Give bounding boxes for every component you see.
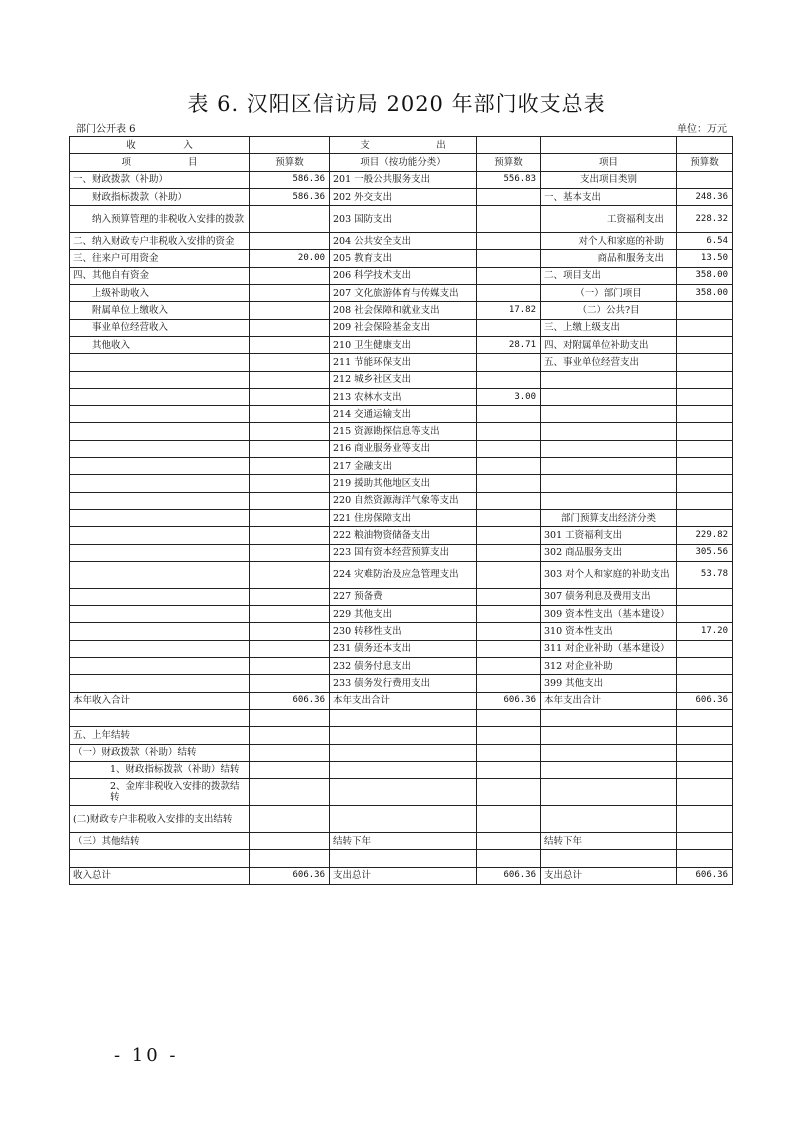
table-cell xyxy=(70,527,250,544)
table-cell xyxy=(250,302,330,319)
table-cell xyxy=(677,833,733,850)
table-cell xyxy=(677,744,733,761)
table-cell: （二）公共?目 xyxy=(541,302,677,319)
table-cell: 586.36 xyxy=(250,171,330,188)
table-cell: 本年收入合计 xyxy=(70,692,250,709)
table-cell xyxy=(477,250,541,267)
table-cell: 223 国有资本经营预算支出 xyxy=(330,544,477,561)
table-cell xyxy=(477,606,541,623)
table-cell xyxy=(677,658,733,675)
table-cell: 17.82 xyxy=(477,302,541,319)
table-cell xyxy=(477,509,541,526)
table-cell: 311 对企业补助（基本建设） xyxy=(541,640,677,657)
table-row xyxy=(70,527,733,544)
table-row xyxy=(70,302,733,319)
table-cell xyxy=(477,833,541,850)
table-cell xyxy=(477,371,541,388)
table-cell xyxy=(70,475,250,492)
table-cell xyxy=(541,371,677,388)
table-row xyxy=(70,850,733,867)
table-cell xyxy=(541,406,677,423)
table-cell xyxy=(677,423,733,440)
table-cell xyxy=(477,675,541,692)
table-row xyxy=(70,233,733,250)
table-cell xyxy=(250,527,330,544)
table-row xyxy=(70,188,733,205)
table-row xyxy=(70,675,733,692)
table-cell xyxy=(541,761,677,778)
table-cell: 222 粮油物资储备支出 xyxy=(330,527,477,544)
table-cell xyxy=(477,761,541,778)
table-row xyxy=(70,761,733,778)
table-cell: 2、金库非税收入安排的拨款结转 xyxy=(70,779,250,806)
table-cell: 305.56 xyxy=(677,544,733,561)
table-cell xyxy=(477,658,541,675)
table-cell: 四、对附属单位补助支出 xyxy=(541,336,677,353)
table-cell xyxy=(70,606,250,623)
page-number: - 10 - xyxy=(114,1045,179,1066)
table-cell: 216 商业服务业等支出 xyxy=(330,440,477,457)
table-cell: 其他收入 xyxy=(70,336,250,353)
table-row xyxy=(70,588,733,605)
table-cell: 231 债务还本支出 xyxy=(330,640,477,657)
table-row xyxy=(70,658,733,675)
table-cell: 606.36 xyxy=(250,867,330,884)
table-cell xyxy=(70,658,250,675)
table-cell xyxy=(330,779,477,806)
table-cell: 214 交通运输支出 xyxy=(330,406,477,423)
table-cell xyxy=(250,623,330,640)
table-cell: 五、上年结转 xyxy=(70,727,250,744)
table-row xyxy=(70,692,733,709)
table-cell xyxy=(330,806,477,833)
table-cell: 220 自然资源海洋气象等支出 xyxy=(330,492,477,509)
table-cell xyxy=(330,744,477,761)
table-cell xyxy=(250,588,330,605)
page-title: 表 6. 汉阳区信访局 2020 年部门收支总表 xyxy=(187,92,606,116)
table-cell xyxy=(250,206,330,233)
table-cell: 三、上缴上级支出 xyxy=(541,319,677,336)
table-cell: 312 对企业补助 xyxy=(541,658,677,675)
table-cell: 210 卫生健康支出 xyxy=(330,336,477,353)
table-cell: 310 资本性支出 xyxy=(541,623,677,640)
table-cell xyxy=(477,806,541,833)
table-cell xyxy=(70,588,250,605)
table-cell xyxy=(677,640,733,657)
table-cell: 229.82 xyxy=(677,527,733,544)
table-cell xyxy=(70,544,250,561)
table-row xyxy=(70,171,733,188)
table-row xyxy=(70,779,733,806)
table-row xyxy=(70,867,733,884)
table-cell xyxy=(250,640,330,657)
table-cell: 232 债务付息支出 xyxy=(330,658,477,675)
table-cell xyxy=(677,675,733,692)
table-row xyxy=(70,285,733,302)
table-cell: 556.83 xyxy=(477,171,541,188)
table-cell: 224 灾难防治及应急管理支出 xyxy=(330,561,477,588)
table-cell xyxy=(250,561,330,588)
table-cell xyxy=(70,406,250,423)
table-cell xyxy=(70,423,250,440)
table-cell: 209 社会保险基金支出 xyxy=(330,319,477,336)
table-row xyxy=(70,423,733,440)
table-cell xyxy=(477,623,541,640)
table-row xyxy=(70,544,733,561)
budget-header: 预算数 xyxy=(477,154,541,171)
table-cell xyxy=(250,509,330,526)
table-cell: 收入总计 xyxy=(70,867,250,884)
table-cell xyxy=(541,806,677,833)
table-cell xyxy=(70,440,250,457)
table-cell: 215 资源勘探信息等支出 xyxy=(330,423,477,440)
table-cell xyxy=(477,588,541,605)
table-cell xyxy=(70,509,250,526)
table-cell xyxy=(677,354,733,371)
table-cell xyxy=(677,319,733,336)
table-cell xyxy=(250,475,330,492)
table-cell xyxy=(477,492,541,509)
table-cell xyxy=(250,354,330,371)
table-cell xyxy=(250,319,330,336)
table-cell: 201 一般公共服务支出 xyxy=(330,171,477,188)
table-cell xyxy=(677,458,733,475)
table-cell: 202 外交支出 xyxy=(330,188,477,205)
table-cell: 结转下年 xyxy=(541,833,677,850)
table-cell xyxy=(677,171,733,188)
table-cell xyxy=(70,354,250,371)
table-row xyxy=(70,206,733,233)
table-cell: 207 文化旅游体育与传媒支出 xyxy=(330,285,477,302)
table-cell xyxy=(477,423,541,440)
table-cell xyxy=(250,806,330,833)
table-cell xyxy=(541,492,677,509)
table-cell: 203 国防支出 xyxy=(330,206,477,233)
table-cell xyxy=(677,336,733,353)
table-cell: 20.00 xyxy=(250,250,330,267)
table-cell: 6.54 xyxy=(677,233,733,250)
table-cell xyxy=(677,806,733,833)
table-cell: 纳入预算管理的非税收入安排的拨款 xyxy=(70,206,250,233)
table-cell xyxy=(541,458,677,475)
table-row xyxy=(70,440,733,457)
table-cell xyxy=(541,388,677,405)
item-header: 项 目 xyxy=(70,154,250,171)
budget-summary-table xyxy=(69,136,733,885)
table-cell: 财政指标拨款（补助） xyxy=(70,188,250,205)
table-cell: 1、财政指标拨款（补助）结转 xyxy=(70,761,250,778)
table-cell xyxy=(477,850,541,867)
table-cell xyxy=(541,744,677,761)
table-cell: 3.00 xyxy=(477,388,541,405)
table-cell xyxy=(677,509,733,526)
table-cell xyxy=(477,440,541,457)
table-row xyxy=(70,640,733,657)
table-cell xyxy=(70,458,250,475)
table-cell xyxy=(477,527,541,544)
table-cell xyxy=(250,658,330,675)
table-cell xyxy=(250,709,330,726)
table-cell xyxy=(250,336,330,353)
table-cell: 233 债务发行费用支出 xyxy=(330,675,477,692)
table-cell xyxy=(477,188,541,205)
table-cell xyxy=(70,561,250,588)
table-cell xyxy=(541,779,677,806)
table-cell: 229 其他支出 xyxy=(330,606,477,623)
table-row xyxy=(70,267,733,284)
table-cell xyxy=(250,606,330,623)
table-cell xyxy=(250,423,330,440)
table-cell xyxy=(250,458,330,475)
table-row xyxy=(70,623,733,640)
table-cell: 上级补助收入 xyxy=(70,285,250,302)
table-cell: （一）财政拨款（补助）结转 xyxy=(70,744,250,761)
table-cell: 230 转移性支出 xyxy=(330,623,477,640)
table-row xyxy=(70,806,733,833)
table-cell: （一）部门项目 xyxy=(541,285,677,302)
table-cell xyxy=(250,761,330,778)
table-cell xyxy=(677,406,733,423)
table-cell xyxy=(250,744,330,761)
table-cell: 一、财政拨款（补助） xyxy=(70,171,250,188)
table-cell xyxy=(330,709,477,726)
table-cell xyxy=(70,371,250,388)
table-cell: 二、项目支出 xyxy=(541,267,677,284)
table-cell xyxy=(677,727,733,744)
table-row xyxy=(70,250,733,267)
table-row xyxy=(70,336,733,353)
table-cell: 358.00 xyxy=(677,285,733,302)
func-item-header: 项目（按功能分类） xyxy=(330,154,477,171)
table-cell xyxy=(477,354,541,371)
table-cell: 307 债务利息及费用支出 xyxy=(541,588,677,605)
table-cell: 附属单位上缴收入 xyxy=(70,302,250,319)
table-cell xyxy=(477,406,541,423)
table-cell xyxy=(677,850,733,867)
table-row xyxy=(70,388,733,405)
table-row xyxy=(70,319,733,336)
table-cell: 部门预算支出经济分类 xyxy=(541,509,677,526)
table-row xyxy=(70,406,733,423)
table-cell xyxy=(677,761,733,778)
table-cell xyxy=(541,475,677,492)
table-cell: 208 社会保障和就业支出 xyxy=(330,302,477,319)
income-header: 收 入 xyxy=(70,137,250,154)
table-cell xyxy=(541,423,677,440)
table-cell xyxy=(677,302,733,319)
table-row xyxy=(70,561,733,588)
table-cell xyxy=(70,623,250,640)
table-row xyxy=(70,606,733,623)
table-cell xyxy=(250,727,330,744)
table-cell xyxy=(250,285,330,302)
table-cell: 商品和服务支出 xyxy=(541,250,677,267)
table-cell: 二、纳入财政专户非税收入安排的资金 xyxy=(70,233,250,250)
table-cell xyxy=(477,267,541,284)
table-cell xyxy=(477,475,541,492)
table-cell: (二)财政专户非税收入安排的支出结转 xyxy=(70,806,250,833)
table-cell xyxy=(677,588,733,605)
table-cell xyxy=(330,850,477,867)
table-cell xyxy=(477,561,541,588)
table-row xyxy=(70,727,733,744)
header-row-1 xyxy=(70,137,733,154)
table-row xyxy=(70,354,733,371)
table-row xyxy=(70,492,733,509)
table-cell: 586.36 xyxy=(250,188,330,205)
table-row xyxy=(70,509,733,526)
table-cell xyxy=(477,779,541,806)
table-cell xyxy=(70,850,250,867)
table-cell: 248.36 xyxy=(677,188,733,205)
table-cell: 本年支出合计 xyxy=(541,692,677,709)
table-cell xyxy=(677,709,733,726)
table-cell xyxy=(250,388,330,405)
table-cell: 227 预备费 xyxy=(330,588,477,605)
table-cell: 301 工资福利支出 xyxy=(541,527,677,544)
table-cell xyxy=(677,475,733,492)
table-cell xyxy=(330,727,477,744)
form-number: 部门公开表 6 xyxy=(76,124,136,135)
table-cell xyxy=(330,761,477,778)
expense-header: 支 出 xyxy=(330,137,477,154)
table-cell xyxy=(541,440,677,457)
table-cell xyxy=(477,319,541,336)
table-cell: 303 对个人和家庭的补助支出 xyxy=(541,561,677,588)
table-cell xyxy=(250,406,330,423)
table-cell: 204 公共安全支出 xyxy=(330,233,477,250)
table-cell xyxy=(477,206,541,233)
table-cell: 302 商品服务支出 xyxy=(541,544,677,561)
table-cell xyxy=(250,833,330,850)
table-cell: 606.36 xyxy=(250,692,330,709)
table-cell xyxy=(70,492,250,509)
table-cell: 212 城乡社区支出 xyxy=(330,371,477,388)
table-cell xyxy=(477,233,541,250)
table-cell: 支出总计 xyxy=(541,867,677,884)
table-cell xyxy=(677,606,733,623)
table-cell: 309 资本性支出（基本建设） xyxy=(541,606,677,623)
table-cell xyxy=(541,850,677,867)
unit-label: 单位：万元 xyxy=(677,124,727,135)
table-cell xyxy=(541,727,677,744)
table-cell xyxy=(70,709,250,726)
table-cell xyxy=(70,675,250,692)
table-cell: （三）其他结转 xyxy=(70,833,250,850)
budget-header: 预算数 xyxy=(677,154,733,171)
table-cell xyxy=(477,285,541,302)
table-cell: 对个人和家庭的补助 xyxy=(541,233,677,250)
table-cell xyxy=(677,440,733,457)
table-cell: 206 科学技术支出 xyxy=(330,267,477,284)
table-cell: 213 农林水支出 xyxy=(330,388,477,405)
table-cell: 53.78 xyxy=(677,561,733,588)
table-row xyxy=(70,833,733,850)
table-cell xyxy=(477,727,541,744)
table-cell: 606.36 xyxy=(677,867,733,884)
table-cell: 28.71 xyxy=(477,336,541,353)
table-cell xyxy=(477,640,541,657)
table-row xyxy=(70,458,733,475)
proj-item-header: 项目 xyxy=(541,154,677,171)
table-cell xyxy=(677,388,733,405)
table-cell: 13.50 xyxy=(677,250,733,267)
table-cell: 228.32 xyxy=(677,206,733,233)
table-cell: 205 教育支出 xyxy=(330,250,477,267)
table-row xyxy=(70,709,733,726)
table-cell: 支出总计 xyxy=(330,867,477,884)
table-cell: 221 住房保障支出 xyxy=(330,509,477,526)
table-cell: 219 援助其他地区支出 xyxy=(330,475,477,492)
table-cell: 358.00 xyxy=(677,267,733,284)
table-row xyxy=(70,475,733,492)
table-cell xyxy=(70,640,250,657)
table-cell xyxy=(250,675,330,692)
budget-header: 预算数 xyxy=(250,154,330,171)
table-cell xyxy=(477,458,541,475)
table-cell: 217 金融支出 xyxy=(330,458,477,475)
table-cell: 211 节能环保支出 xyxy=(330,354,477,371)
table-cell: 四、其他自有资金 xyxy=(70,267,250,284)
table-cell: 399 其他支出 xyxy=(541,675,677,692)
table-cell xyxy=(677,371,733,388)
table-row xyxy=(70,371,733,388)
table-cell: 606.36 xyxy=(677,692,733,709)
table-row xyxy=(70,744,733,761)
table-cell xyxy=(541,709,677,726)
table-cell xyxy=(477,744,541,761)
table-cell: 一、基本支出 xyxy=(541,188,677,205)
table-cell xyxy=(250,544,330,561)
table-cell xyxy=(477,544,541,561)
table-cell: 结转下年 xyxy=(330,833,477,850)
table-cell: 五、事业单位经营支出 xyxy=(541,354,677,371)
table-cell xyxy=(250,850,330,867)
table-cell: 事业单位经营收入 xyxy=(70,319,250,336)
table-cell: 606.36 xyxy=(477,867,541,884)
table-cell: 工资福利支出 xyxy=(541,206,677,233)
table-cell xyxy=(250,371,330,388)
header-row-2 xyxy=(70,154,733,171)
table-cell xyxy=(477,709,541,726)
table-cell: 三、往来户可用资金 xyxy=(70,250,250,267)
table-cell xyxy=(250,440,330,457)
table-cell xyxy=(250,492,330,509)
table-cell: 17.20 xyxy=(677,623,733,640)
table-cell xyxy=(677,492,733,509)
table-cell xyxy=(677,779,733,806)
table-cell xyxy=(250,267,330,284)
table-cell xyxy=(70,388,250,405)
table-cell xyxy=(250,233,330,250)
table-cell: 支出项目类别 xyxy=(541,171,677,188)
table-cell: 本年支出合计 xyxy=(330,692,477,709)
table-cell xyxy=(250,779,330,806)
table-cell: 606.36 xyxy=(477,692,541,709)
